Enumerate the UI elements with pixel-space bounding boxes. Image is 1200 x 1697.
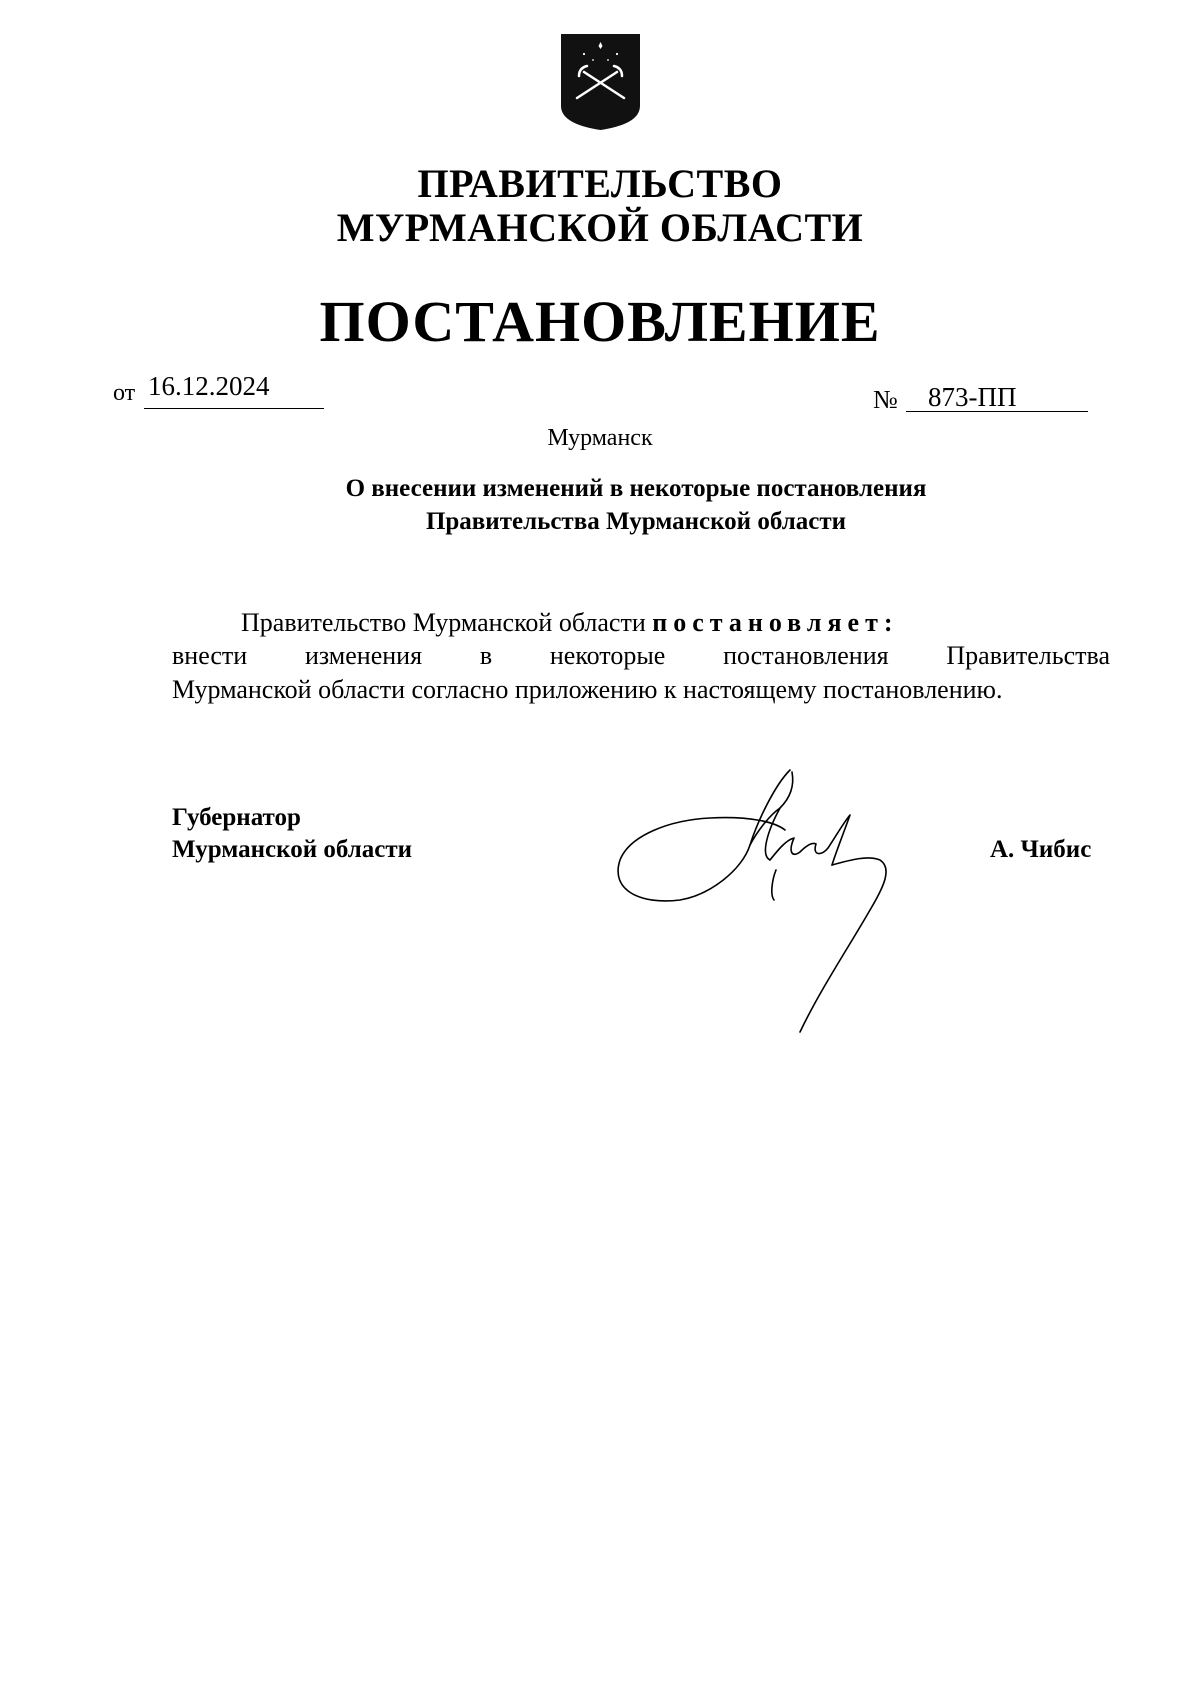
date-underline [144, 408, 324, 409]
resolution-text-line2: Мурманской области согласно приложению к настоящему постановлению. [172, 675, 1003, 704]
resolution-intro [241, 605, 899, 641]
signatory-position-line2: Мурманской области [172, 836, 413, 863]
resolution-text-line1: внести изменения в некоторые постановления Правительства [172, 641, 1110, 670]
subject-line2: Правительства Мурманской области [425, 508, 847, 535]
resolution-intro-text: Правительство Мурманской области [241, 608, 653, 637]
org-title-line2: МУРМАНСКОЙ ОБЛАСТИ [336, 205, 864, 250]
org-title-line1: ПРАВИТЕЛЬСТВО [417, 161, 783, 206]
number-underline [906, 411, 1088, 412]
subject-line1: О внесении изменений в некоторые постановления [345, 475, 927, 502]
handwritten-signature-icon [600, 760, 920, 1040]
resolution-verb: постановляет: [652, 608, 899, 637]
date-prefix: от [113, 380, 136, 406]
coat-of-arms-icon [559, 32, 642, 132]
city: Мурманск [547, 425, 653, 451]
signatory-position-line1: Губернатор [172, 804, 301, 831]
document-type-title: ПОСТАНОВЛЕНИЕ [319, 289, 881, 354]
number-sign: № [873, 385, 898, 414]
document-date: 16.12.2024 [148, 371, 270, 401]
signatory-name: А. Чибис [990, 836, 1092, 863]
document-number: 873-ПП [928, 382, 1017, 412]
